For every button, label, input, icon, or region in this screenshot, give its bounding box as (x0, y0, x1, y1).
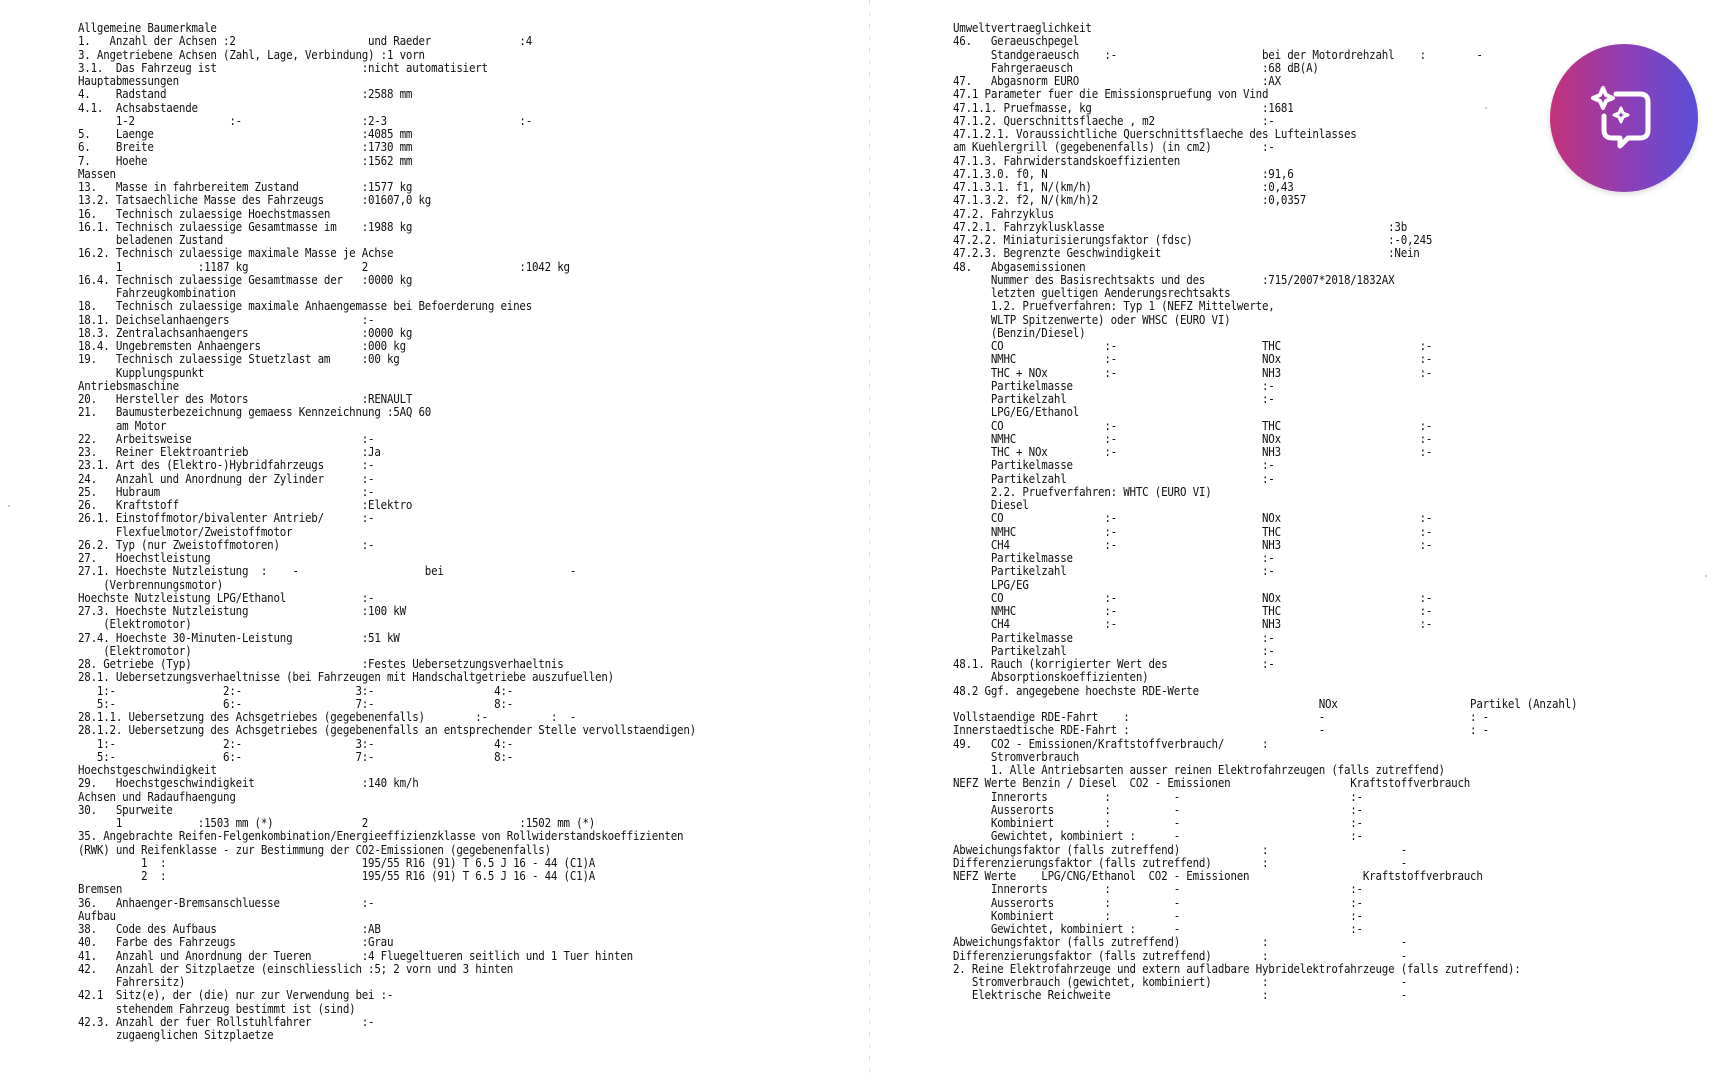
right-text-line: Partikelzahl :- (953, 391, 1275, 406)
right-text-line: NMHC :- THC :- (953, 523, 1433, 539)
right-text-line: LPG/EG (953, 576, 1029, 592)
right-text-line: Diesel (953, 497, 1029, 512)
scan-speck (8, 505, 10, 507)
left-text-line: 36. Anhaenger-Bremsanschluesse :- (78, 894, 375, 910)
left-text-line: (RWK) und Reifenklasse - zur Bestimmung der CO2-Emissionen (gegebenenfalls) (78, 841, 551, 857)
scan-speck (1705, 575, 1707, 577)
right-text-line: Umweltvertraeglichkeit (953, 20, 1092, 35)
left-text-line: Achsen und Radaufhaengung (78, 788, 236, 804)
right-text-line: Elektrische Reichweite : - (953, 987, 1408, 1003)
left-text-line: Fahrersitz) (78, 974, 186, 989)
left-text-line: 38. Code des Aufbaus :AB (78, 921, 381, 936)
left-text-line: (Elektromotor) (78, 616, 192, 632)
left-text-line: 1 :1503 mm (*) 2 :1502 mm (*) (78, 815, 596, 830)
sparkle-document-icon (1590, 82, 1658, 154)
left-text-line: zugaenglichen Sitzplaetze (78, 1027, 274, 1042)
right-text-line: Partikelmasse :- (953, 550, 1275, 565)
left-text-line: 16.1. Technisch zulaessige Gesamtmasse im :1988 kg (78, 218, 413, 234)
right-text-line: am Kuehlergrill (gegebenenfalls) (in cm2) :- (953, 139, 1275, 155)
left-text-line: Fahrzeugkombination (78, 285, 236, 300)
right-text-line: Partikelmasse :- (953, 629, 1275, 645)
right-text-line: 47.1.3.1. f1, N/(km/h) :0,43 (953, 179, 1294, 194)
left-text-line: 3. Angetriebene Achsen (Zahl, Lage, Verbindung) :1 vorn (78, 46, 425, 62)
right-text-line: CO :- NOx :- (953, 589, 1433, 605)
right-text-line: Innerorts : - :- (953, 788, 1363, 804)
right-text-line: 47.1.3.0. f0, N :91,6 (953, 165, 1294, 181)
left-text-line: 21. Baumusterbezeichnung gemaess Kennzeichnung :5AQ 60 (78, 404, 432, 420)
left-text-line: Kupplungspunkt (78, 364, 205, 380)
right-text-line: 2. Reine Elektrofahrzeuge und extern aufladbare Hybridelektrofahrzeuge (falls zutreffend): (953, 960, 1521, 976)
left-text-line: 13.2. Tatsaechliche Masse des Fahrzeugs :01607,0 kg (78, 192, 432, 208)
right-text-line: Differenzierungsfaktor (falls zutreffend) : - (953, 947, 1408, 963)
right-text-line: Stromverbrauch (gewichtet, kombiniert) : - (953, 974, 1408, 989)
right-text-line: THC + NOx :- NH3 :- (953, 364, 1433, 380)
right-text-line: Gewichtet, kombiniert : - :- (953, 921, 1363, 936)
left-text-line: 23.1. Art des (Elektro-)Hybridfahrzeugs :- (78, 457, 375, 473)
right-text-line: Ausserorts : - :- (953, 801, 1363, 817)
right-text-line: 47.2.3. Begrenzte Geschwindigkeit :Nein (953, 245, 1420, 261)
left-text-line: 1. Anzahl der Achsen :2 und Raeder :4 (78, 33, 533, 49)
left-text-line: 29. Hoechstgeschwindigkeit :140 km/h (78, 775, 419, 791)
left-text-line: 3.1. Das Fahrzeug ist :nicht automatisiert (78, 59, 488, 75)
right-text-line: Kombiniert : - :- (953, 815, 1363, 830)
left-text-line: 35. Angebrachte Reifen-Felgenkombination/Energieeffizienzklasse von Rollwiderstandskoeffizienten (78, 828, 684, 844)
left-text-line: 26.2. Typ (nur Zweistoffmotoren) :- (78, 536, 375, 552)
right-text-line: LPG/EG/Ethanol (953, 404, 1080, 420)
right-text-line: Absorptionskoeffizienten) (953, 669, 1149, 685)
left-text-line: 19. Technisch zulaessige Stuetzlast am :00 kg (78, 351, 400, 367)
left-text-line: stehendem Fahrzeug bestimmt ist (sind) (78, 1000, 356, 1016)
right-text-line: Ausserorts : - :- (953, 894, 1363, 910)
left-text-line: 42.3. Anzahl der fuer Rollstuhlfahrer :- (78, 1013, 375, 1029)
right-text-line: Partikelzahl :- (953, 563, 1275, 579)
left-text-line: 24. Anzahl und Anordnung der Zylinder :- (78, 470, 375, 486)
left-text-line: Bremsen (78, 881, 123, 897)
left-text-line: 13. Masse in fahrbereitem Zustand :1577 kg (78, 179, 413, 194)
ai-assist-button[interactable] (1550, 44, 1698, 192)
left-text-line: Hauptabmessungen (78, 73, 179, 88)
right-text-line: Partikelzahl :- (953, 642, 1275, 658)
left-text-line: 27.3. Hoechste Nutzleistung :100 kW (78, 603, 406, 618)
right-text-line: NOx Partikel (Anzahl) (953, 695, 1578, 711)
right-text-line: 47.1.3. Fahrwiderstandskoeffizienten (953, 152, 1181, 168)
right-text-line: NEFZ Werte Benzin / Diesel CO2 - Emissionen Kraftstoffverbrauch (953, 775, 1471, 791)
left-text-line: Flexfuelmotor/Zweistoffmotor (78, 523, 293, 539)
right-text-line: Differenzierungsfaktor (falls zutreffend) : - (953, 854, 1408, 870)
right-text-line: 1.2. Pruefverfahren: Typ 1 (NEFZ Mittelwerte, (953, 298, 1275, 314)
right-text-line: 47.2.1. Fahrzyklusklasse :3b (953, 218, 1408, 234)
left-text-line: 1 : 195/55 R16 (91) T 6.5 J 16 - 44 (C1)A (78, 854, 596, 870)
left-text-line: 18. Technisch zulaessige maximale Anhaengemasse bei Befoerderung eines (78, 298, 533, 314)
right-text-line: 47.2.2. Miniaturisierungsfaktor (fdsc) :-0,245 (953, 232, 1433, 247)
right-text-line: Vollstaendige RDE-Fahrt : - : - (953, 709, 1489, 724)
left-text-line: 1:- 2:- 3:- 4:- (78, 682, 514, 698)
left-text-line: 25. Hubraum :- (78, 483, 375, 499)
left-text-line: 5. Laenge :4085 mm (78, 126, 413, 141)
right-text-line: 47.1.3.2. f2, N/(km/h)2 :0,0357 (953, 192, 1307, 208)
right-text-line: (Benzin/Diesel) (953, 324, 1086, 340)
left-text-line: 4. Radstand :2588 mm (78, 86, 413, 102)
left-text-line: 42.1 Sitz(e), der (die) nur zur Verwendung bei :- (78, 987, 394, 1003)
left-text-line: 28.1.2. Uebersetzung des Achsgetriebes (gegebenenfalls an entsprechender Stelle vervollstaendigen) (78, 722, 696, 738)
right-text-line: Innerstaedtische RDE-Fahrt : - : - (953, 722, 1489, 738)
left-text-line: 6. Breite :1730 mm (78, 139, 413, 155)
left-text-line: 18.3. Zentralachsanhaengers :0000 kg (78, 324, 413, 340)
left-text-line: 26. Kraftstoff :Elektro (78, 497, 413, 512)
left-text-line: 16.4. Technisch zulaessige Gesamtmasse der :0000 kg (78, 271, 413, 287)
right-text-line: 46. Geraeuschpegel (953, 33, 1080, 49)
left-text-line: 5:- 6:- 7:- 8:- (78, 695, 514, 711)
left-text-line: 30. Spurweite (78, 801, 173, 817)
right-text-line: 47. Abgasnorm EURO :AX (953, 73, 1281, 88)
left-text-line: 7. Hoehe :1562 mm (78, 152, 413, 168)
left-text-line: 16.2. Technisch zulaessige maximale Masse je Achse (78, 245, 394, 261)
right-text-line: Partikelmasse :- (953, 377, 1275, 393)
right-text-line: 47.1.2. Querschnittsflaeche , m2 :- (953, 112, 1275, 128)
left-text-line: 1-2 :- :2-3 :- (78, 112, 533, 128)
left-text-line: am Motor (78, 417, 167, 433)
right-text-line: Kombiniert : - :- (953, 907, 1363, 923)
left-text-line: 5:- 6:- 7:- 8:- (78, 748, 514, 764)
right-text-line: 48.2 Ggf. angegebene hoechste RDE-Werte (953, 682, 1199, 698)
right-text-line: CH4 :- NH3 :- (953, 536, 1433, 552)
right-text-line: Standgeraeusch :- bei der Motordrehzahl : - (953, 46, 1483, 62)
left-text-line: 42. Anzahl der Sitzplaetze (einschliesslich :5; 2 vorn und 3 hinten (78, 960, 514, 976)
right-text-line: Gewichtet, kombiniert : - :- (953, 828, 1363, 844)
left-text-line: 2 : 195/55 R16 (91) T 6.5 J 16 - 44 (C1)A (78, 868, 596, 883)
left-text-line: Allgemeine Baumerkmale (78, 20, 217, 35)
left-text-line: 16. Technisch zulaessige Hoechstmassen (78, 205, 331, 221)
right-text-line: Nummer des Basisrechtsakts und des :715/2007*2018/1832AX (953, 271, 1395, 287)
right-text-line: 47.1.2.1. Voraussichtliche Querschnittsflaeche des Lufteinlasses (953, 126, 1357, 141)
left-text-line: 41. Anzahl und Anordnung der Tueren :4 Fluegeltueren seitlich und 1 Tuer hinten (78, 947, 633, 963)
left-text-line: 27. Hoechstleistung (78, 550, 211, 565)
right-text-line: 1. Alle Antriebsarten ausser reinen Elektrofahrzeugen (falls zutreffend) (953, 762, 1445, 777)
right-text-line: NEFZ Werte LPG/CNG/Ethanol CO2 - Emissionen Kraftstoffverbrauch (953, 868, 1483, 883)
left-text-line: 40. Farbe des Fahrzeugs :Grau (78, 934, 394, 950)
right-text-line: 49. CO2 - Emissionen/Kraftstoffverbrauch/ : (953, 735, 1269, 751)
right-text-line: WLTP Spitzenwerte) oder WHSC (EURO VI) (953, 311, 1231, 327)
right-text-line: CH4 :- NH3 :- (953, 616, 1433, 632)
left-text-line: 26.1. Einstoffmotor/bivalenter Antrieb/ :- (78, 510, 375, 526)
page-fold-divider (869, 0, 870, 1080)
left-text-line: Massen (78, 165, 116, 181)
right-text-line: Partikelzahl :- (953, 470, 1275, 486)
right-text-line: 47.2. Fahrzyklus (953, 205, 1054, 221)
left-text-line: 18.4. Ungebremsten Anhaengers :000 kg (78, 338, 406, 353)
left-text-line: 18.1. Deichselanhaengers :- (78, 311, 375, 327)
right-text-line: 48. Abgasemissionen (953, 258, 1086, 274)
left-text-line: 1:- 2:- 3:- 4:- (78, 735, 514, 751)
left-text-line: 22. Arbeitsweise :- (78, 430, 375, 446)
right-text-line: 2.2. Pruefverfahren: WHTC (EURO VI) (953, 483, 1212, 499)
right-text-line: 47.1 Parameter fuer die Emissionspruefung von Vind (953, 86, 1269, 102)
right-text-line: Stromverbrauch (953, 748, 1080, 764)
right-text-line: CO :- THC :- (953, 338, 1433, 353)
right-text-line: 48.1. Rauch (korrigierter Wert des :- (953, 656, 1275, 671)
left-text-line: Aufbau (78, 907, 116, 923)
right-column-text (953, 21, 1577, 1002)
left-text-line: 1 :1187 kg 2 :1042 kg (78, 258, 570, 274)
left-text-line: (Verbrennungsmotor) (78, 576, 224, 592)
right-text-line: NMHC :- THC :- (953, 603, 1433, 618)
left-text-line: 28.1.1. Uebersetzung des Achsgetriebes (gegebenenfalls) :- : - (78, 709, 577, 724)
left-text-line: Antriebsmaschine (78, 377, 179, 393)
right-text-line: letzten gueltigen Aenderungsrechtsakts (953, 285, 1231, 300)
right-text-line: THC + NOx :- NH3 :- (953, 444, 1433, 459)
right-text-line: Abweichungsfaktor (falls zutreffend) : - (953, 841, 1408, 857)
left-text-line: beladenen Zustand (78, 232, 224, 247)
left-text-line: 4.1. Achsabstaende (78, 99, 198, 115)
left-text-line: 28. Getriebe (Typ) :Festes Uebersetzungsverhaeltnis (78, 656, 564, 671)
left-text-line: 23. Reiner Elektroantrieb :Ja (78, 444, 381, 459)
left-text-line: (Elektromotor) (78, 642, 192, 658)
left-text-line: 20. Hersteller des Motors :RENAULT (78, 391, 413, 406)
right-text-line: Fahrgeraeusch :68 dB(A) (953, 59, 1319, 75)
right-text-line: Partikelmasse :- (953, 457, 1275, 473)
right-text-line: 47.1.1. Pruefmasse, kg :1681 (953, 99, 1294, 115)
right-text-line: NMHC :- NOx :- (953, 351, 1433, 367)
left-text-line: 27.1. Hoechste Nutzleistung : - bei - (78, 563, 577, 579)
left-text-line: 28.1. Uebersetzungsverhaeltnisse (bei Fahrzeugen mit Handschaltgetriebe auszufuellen) (78, 669, 614, 685)
right-text-line: CO :- NOx :- (953, 510, 1433, 526)
right-text-line: NMHC :- NOx :- (953, 430, 1433, 446)
left-column-text (78, 21, 696, 1041)
left-text-line: Hoechste Nutzleistung LPG/Ethanol :- (78, 589, 375, 605)
left-text-line: Hoechstgeschwindigkeit (78, 762, 217, 777)
left-text-line: 27.4. Hoechste 30-Minuten-Leistung :51 kW (78, 629, 400, 645)
right-text-line: CO :- THC :- (953, 417, 1433, 433)
right-text-line: Abweichungsfaktor (falls zutreffend) : - (953, 934, 1408, 950)
right-text-line: Innerorts : - :- (953, 881, 1363, 897)
